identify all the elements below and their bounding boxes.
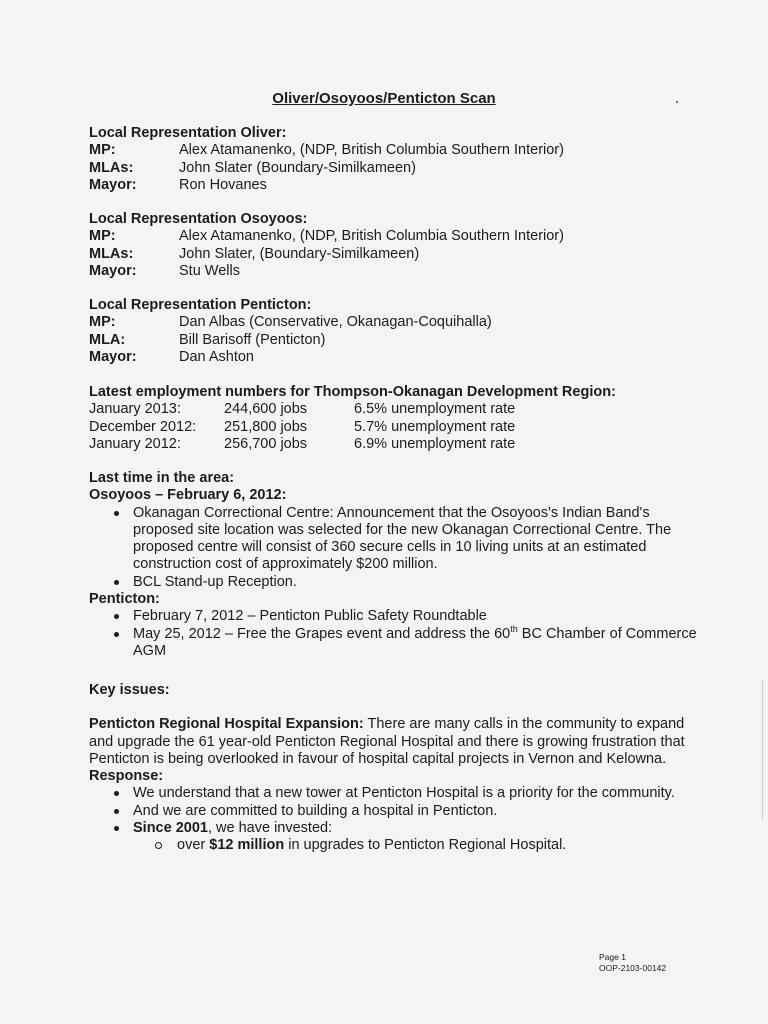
- penticton-row: [89, 314, 709, 331]
- employment-row: [89, 401, 739, 418]
- row-label: MP:: [89, 314, 116, 331]
- employment-row: [89, 436, 739, 453]
- row-label: MP:: [89, 228, 116, 245]
- row-value: Dan Ashton: [179, 348, 254, 365]
- row-value: John Slater (Boundary-Similkameen): [179, 159, 416, 176]
- response-list: [89, 785, 709, 837]
- penticton-visit-list: [89, 608, 709, 660]
- oliver-row: [89, 160, 709, 177]
- oliver-section: [89, 125, 709, 194]
- row-value: John Slater, (Boundary-Similkameen): [179, 245, 420, 262]
- employment-section: [89, 384, 739, 453]
- page-footer: [599, 952, 666, 974]
- ordinal-suffix: th: [510, 623, 518, 634]
- row-label: Mayor:: [89, 176, 137, 193]
- item-bold: Since 2001: [133, 820, 208, 837]
- item-text: over: [177, 837, 210, 854]
- osoyoos-row: [89, 263, 709, 280]
- row-label: Mayor:: [89, 348, 137, 365]
- item-text: , we have invested:: [207, 820, 333, 837]
- osoyoos-heading: Local Representation Osoyoos:: [89, 211, 308, 227]
- row-value: Dan Albas (Conservative, Okanagan-Coquihalla): [179, 314, 492, 331]
- employment-date: January 2013:: [89, 401, 181, 418]
- row-label: Mayor:: [89, 262, 137, 279]
- list-item: Okanagan Correctional Centre: Announcement that the Osoyoos's Indian Band's proposed site location was selected for the new Okanagan Correctional Centre. The proposed centre will consist of 360 secure cells in 10 living units at an estimated construction cost of approximately $200 million.: [89, 505, 709, 574]
- page-title: Oliver/Osoyoos/Penticton Scan: [272, 90, 496, 107]
- employment-jobs: 256,700 jobs: [224, 435, 308, 452]
- employment-rate: 5.7% unemployment rate: [354, 418, 516, 435]
- item-bold: $12 million: [209, 837, 285, 854]
- hospital-paragraph: [89, 716, 709, 768]
- row-value: Ron Hovanes: [179, 176, 267, 193]
- employment-jobs: 244,600 jobs: [224, 401, 308, 418]
- osoyoos-visit-list: [89, 505, 709, 591]
- osoyoos-visit-heading: Osoyoos – February 6, 2012:: [89, 487, 287, 504]
- row-value: Stu Wells: [179, 262, 240, 279]
- hospital-text: There are many calls in the community to expand and upgrade the 61 year-old Penticton Regional Hospital and there is growing frustration that Penticton is being overlooked in favour of hospital capital projects in Vernon and Kelowna.: [89, 716, 685, 767]
- row-label: MLA:: [89, 331, 126, 348]
- item-text: in upgrades to Penticton Regional Hospital.: [284, 837, 567, 854]
- sub-list-item: [89, 837, 709, 854]
- list-item: [89, 820, 709, 837]
- last-time-heading: Last time in the area:: [89, 470, 235, 486]
- oliver-row: [89, 177, 709, 194]
- list-item: We understand that a new tower at Penticton Hospital is a priority for the community.: [89, 785, 709, 802]
- penticton-row: [89, 332, 709, 349]
- key-issues-heading: Key issues:: [89, 682, 170, 698]
- oliver-heading: Local Representation Oliver:: [89, 125, 287, 141]
- employment-rate: 6.5% unemployment rate: [354, 401, 516, 418]
- penticton-row: [89, 349, 709, 366]
- list-item: BCL Stand-up Reception.: [89, 574, 709, 591]
- employment-date: January 2012:: [89, 435, 181, 452]
- row-label: MLAs:: [89, 245, 134, 262]
- penticton-heading: Local Representation Penticton:: [89, 297, 312, 313]
- employment-date: December 2012:: [89, 418, 197, 435]
- scan-edge-line: [762, 680, 763, 820]
- row-label: MP:: [89, 142, 116, 159]
- osoyoos-row: [89, 228, 709, 245]
- employment-rate: 6.9% unemployment rate: [354, 435, 516, 452]
- document-code: OOP-2103-00142: [599, 963, 667, 973]
- oliver-row: [89, 142, 709, 159]
- row-value: Bill Barisoff (Penticton): [179, 331, 326, 348]
- list-item: And we are committed to building a hospital in Penticton.: [89, 803, 709, 820]
- list-item: [89, 623, 709, 661]
- employment-jobs: 251,800 jobs: [224, 418, 308, 435]
- response-sub-list: [89, 837, 709, 854]
- response-heading: Response:: [89, 768, 164, 785]
- employment-heading: Latest employment numbers for Thompson-Okanagan Development Region:: [89, 384, 616, 400]
- item-text: May 25, 2012 – Free the Grapes event and address the 60: [133, 625, 511, 642]
- row-value: Alex Atamanenko, (NDP, British Columbia Southern Interior): [179, 142, 564, 159]
- last-time-section: [89, 470, 709, 660]
- hospital-lead: Penticton Regional Hospital Expansion:: [89, 716, 364, 733]
- key-issues-section: [89, 682, 709, 855]
- row-label: MLAs:: [89, 159, 134, 176]
- page-number: Page 1: [599, 952, 626, 962]
- list-item: February 7, 2012 – Penticton Public Safety Roundtable: [89, 608, 709, 625]
- employment-row: [89, 419, 739, 436]
- row-value: Alex Atamanenko, (NDP, British Columbia Southern Interior): [179, 228, 564, 245]
- item-text: BC Chamber of Commerce AGM: [133, 625, 697, 659]
- penticton-section: [89, 297, 709, 366]
- osoyoos-row: [89, 246, 709, 263]
- osoyoos-section: [89, 211, 709, 280]
- scan-speck: [676, 101, 678, 103]
- penticton-visit-heading: Penticton:: [89, 591, 160, 608]
